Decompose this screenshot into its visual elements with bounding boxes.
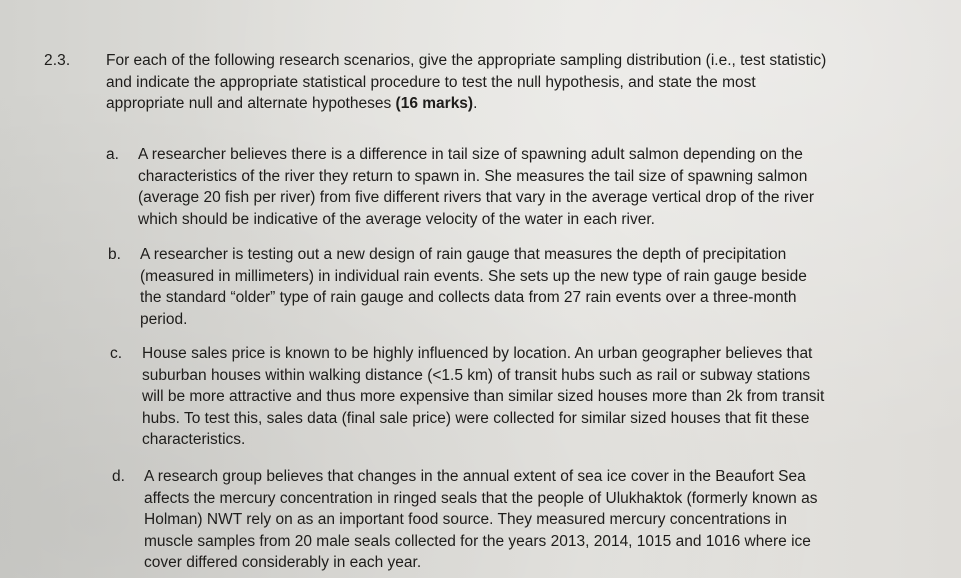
question-stem-line: and indicate the appropriate statistical procedure to test the null hypothesis, and state the most [106,73,756,91]
scenario-line: muscle samples from 20 male seals collected for the years 2013, 2014, 1015 and 1016 where ice [144,532,811,550]
scenario-letter: a. [106,146,119,163]
scenario-line: cover differed considerably in each year. [144,554,422,571]
scenario-letter: b. [108,246,121,263]
scenario-line: characteristics. [142,431,246,448]
scenario-line: will be more attractive and thus more expensive than similar sized houses more than 2k from transit [142,388,825,405]
question-stem [106,50,936,115]
scenario-line: (average 20 fish per river) from five different rivers that vary in the average vertical drop of the river [138,189,814,206]
scenario-line: A researcher is testing out a new design of rain gauge that measures the depth of precipitation [140,246,787,263]
scenario-line: period. [140,310,188,328]
scenario-text [138,144,908,230]
scenario-line: affects the mercury concentration in ringed seals that the people of Ulukhaktok (formerly known as [144,489,818,507]
scenario-text [142,343,912,451]
scenario-line: the standard “older” type of rain gauge and collects data from 27 rain events over a three-month [140,289,797,306]
scenario-letter: c. [110,345,123,362]
scenario-line: (measured in millimeters) in individual rain events. She sets up the new type of rain gauge beside [140,267,807,285]
question-stem-text: appropriate null and alternate hypotheses [106,95,396,112]
scenario-line: hubs. To test this, sales data (final sale price) were collected for similar sized houses that fit these [142,409,810,427]
question-stem-period: . [473,95,478,112]
question-stem-line: For each of the following research scenarios, give the appropriate sampling distribution (i.e., test statistic) [106,52,827,69]
scenario-line: suburban houses within walking distance (<1.5 km) of transit hubs such as rail or subway stations [142,366,811,384]
scenario-text [140,244,910,330]
scenario-line: House sales price is known to be highly influenced by location. An urban geographer believes that [142,345,813,362]
scenario-line: A research group believes that changes in the annual extent of sea ice cover in the Beaufort Sea [144,468,806,485]
scenario-letter: d. [112,468,125,485]
scenario-text [144,466,914,574]
question-marks: (16 marks) [395,95,474,112]
question-stem-line [106,93,936,115]
question-number: 2.3. [44,52,71,69]
scenario-line: Holman) NWT rely on as an important food source. They measured mercury concentrations in [144,511,787,528]
scenario-line: characteristics of the river they return to spawn in. She measures the tail size of spawning salmon [138,167,808,185]
scenario-line: A researcher believes there is a difference in tail size of spawning adult salmon depending on the [138,146,803,163]
scenario-line: which should be indicative of the average velocity of the water in each river. [138,210,655,228]
